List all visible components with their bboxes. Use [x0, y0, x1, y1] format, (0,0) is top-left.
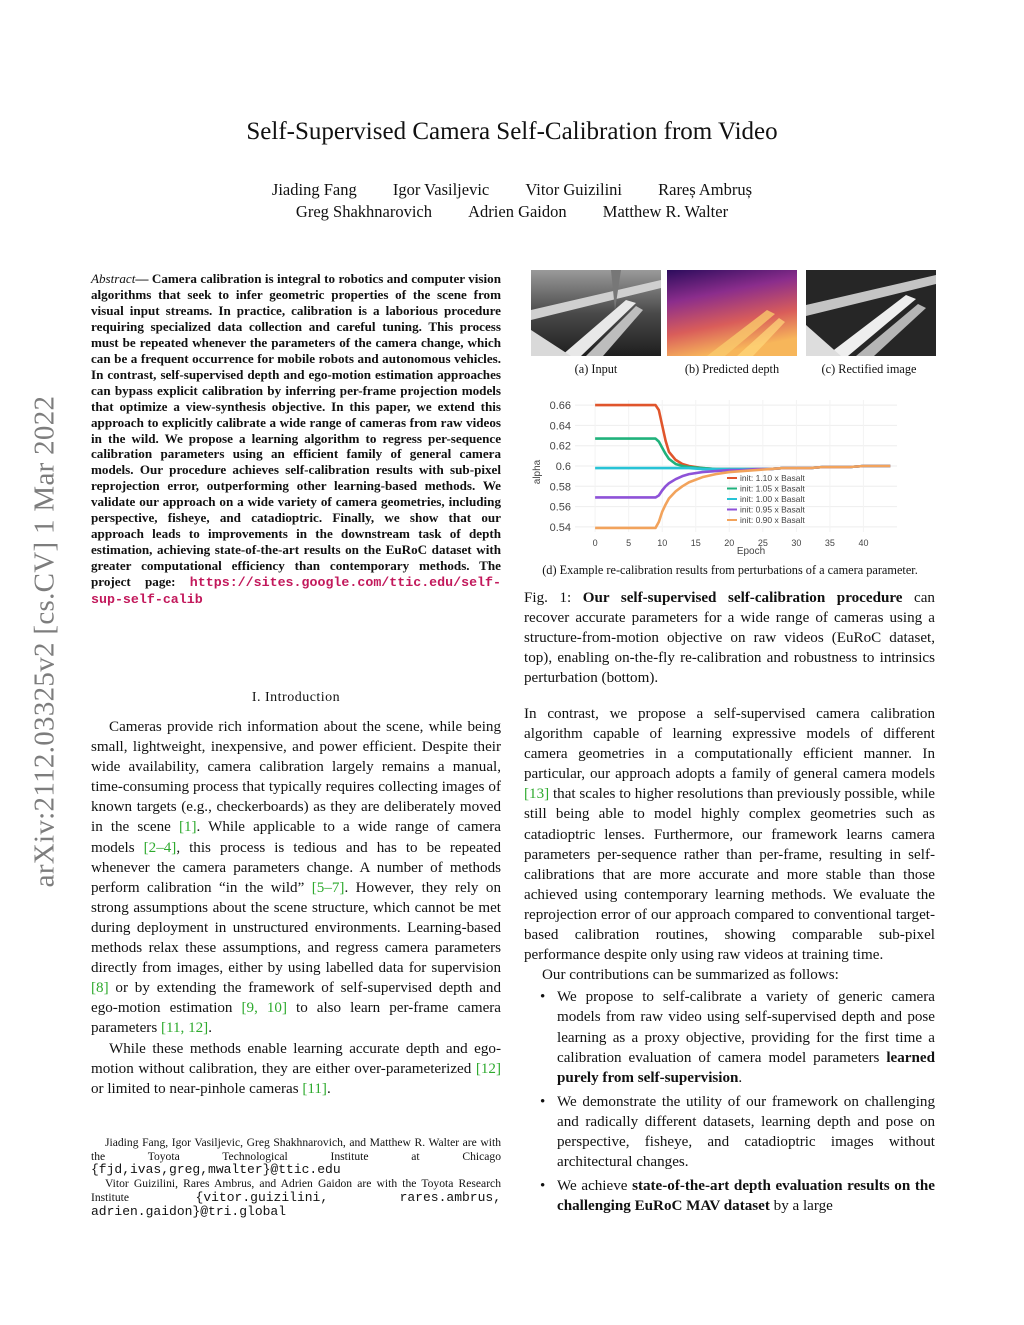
author-name: Vitor Guizilini: [525, 180, 622, 199]
introduction-body: [91, 717, 501, 1099]
x-tick-label: 0: [592, 538, 598, 548]
citation-link[interactable]: [13]: [524, 786, 550, 803]
abstract: [91, 271, 501, 608]
project-page-link[interactable]: https://sites.google.com/ttic.edu/self-sup-self-calib: [91, 575, 501, 608]
legend-label: init: 1.05 x Basalt: [740, 483, 805, 494]
author-name: Greg Shakhnarovich: [295, 202, 432, 221]
y-tick-label: 0.64: [549, 420, 571, 433]
citation-link[interactable]: [11, 12]: [160, 1020, 209, 1037]
chart-y-label: alpha: [532, 459, 543, 485]
affiliation-footnote: [91, 1136, 501, 1218]
author-row-1: [0, 180, 1024, 200]
footnote-ttic: Jiading Fang, Igor Vasiljevic, Greg Shakhnarovich, and Matthew R. Walter are with the Toyota Technological Institute at Chicago {fjd,ivas,greg,mwalter}@ttic.edu: [91, 1136, 501, 1178]
x-tick-label: 35: [824, 538, 835, 548]
legend-label: init: 0.90 x Basalt: [740, 515, 805, 525]
intro-paragraph: While these methods enable learning accurate depth and ego-motion without calibration, they are either over-parameterized [12] or limited to near-pinhole cameras [11].: [91, 1040, 501, 1097]
y-tick-label: 0.58: [549, 481, 571, 494]
legend-label: init: 0.95 x Basalt: [740, 504, 805, 515]
subcaption-chart: (d) Example re-calibration results from perturbations of a camera parameter.: [542, 563, 918, 577]
citation-link[interactable]: [9, 10]: [241, 1000, 287, 1017]
body-paragraph: In contrast, we propose a self-supervised camera calibration algorithm capable of learning expressive models of different camera geometries in a computationally efficient manner. In particular, our approach adopts a family of general camera models [13] that scales to higher resolutions than previously possible, while still being able to model highly complex geometries such as catadioptric lenses. Furthermore, our framework learns camera parameters per-sequence rather than per-frame, resulting in self-calibrations that are more accurate and more stable than those achieved using contemporary learning methods. We evaluate the reprojection error of our approach compared to conventional target-based calibration routines, showing comparable sub-pixel performance despite only using raw videos at training time.: [524, 706, 935, 964]
x-tick-label: 40: [858, 538, 869, 548]
y-tick-label: 0.66: [549, 400, 571, 413]
x-tick-label: 30: [791, 538, 802, 548]
abstract-lead: Abstract: [91, 271, 136, 286]
legend-label: init: 1.00 x Basalt: [740, 494, 805, 504]
author-name: Igor Vasiljevic: [392, 180, 490, 199]
rectified-image: [806, 270, 936, 356]
subcaption-depth: (b) Predicted depth: [684, 362, 780, 376]
email-address: {fjd,ivas,greg,mwalter}@ttic.edu: [91, 1162, 341, 1178]
chart-legend: [727, 473, 805, 525]
author-name: Adrien Gaidon: [468, 202, 567, 221]
footnote-tri: Vitor Guizilini, Rares Ambrus, and Adrien Gaidon are with the Toyota Research Institute {vitor.guizilini, rares.ambrus, adrien.gaidon}@tri.global: [91, 1177, 501, 1219]
series-line: [595, 439, 890, 469]
y-tick-label: 0.54: [549, 521, 571, 534]
figure-caption: Fig. 1: Our self-supervised self-calibration procedure can recover accurate parameters for a wide range of cameras using a structure-from-motion objective on raw videos (EuRoC dataset, top), enabling on-the-fly re-calibration and robustness to intrinsics perturbation (bottom).: [524, 590, 935, 687]
chart-x-label: Epoch: [736, 546, 766, 557]
section-heading: I. Introduction: [251, 690, 341, 705]
series-line: [595, 405, 890, 469]
right-column-body: [524, 704, 935, 1220]
author-row-2: [0, 202, 1024, 222]
legend-label: init: 1.10 x Basalt: [740, 473, 805, 483]
author-name: Matthew R. Walter: [602, 202, 729, 221]
citation-link[interactable]: [5–7]: [311, 879, 345, 896]
subcaption-rectified: (c) Rectified image: [821, 362, 917, 376]
contribution-item: • We achieve state-of-the-art depth evaluation results on the challenging EuRoC MAV dataset by a large: [557, 1176, 935, 1216]
author-name: Rareș Ambruș: [658, 180, 753, 199]
author-name: Jiading Fang: [271, 180, 357, 199]
citation-link[interactable]: [2–4]: [143, 839, 177, 856]
x-tick-label: 5: [626, 538, 632, 548]
chart-y-ticks: [550, 400, 571, 534]
input-image: [531, 270, 661, 356]
body-paragraph: Our contributions can be summarized as follows:: [542, 967, 839, 984]
citation-link[interactable]: [11]: [302, 1080, 327, 1097]
abstract-text: — Camera calibration is integral to robotics and computer vision algorithms that seek to infer geometric properties of the scene from visual input streams. In practice, calibration is a laborious procedure requiring specialized data collection and careful tuning. This process must be repeated whenever the parameters of the camera change, which can be a frequent occurrence for mobile robots and autonomous vehicles. In contrast, self-supervised depth and ego-motion estimation approaches can bypass explicit calibration by inferring per-frame projection models that optimize a view-synthesis objective. In this paper, we extend this approach to explicitly calibrate a wide range of cameras from raw videos in the wild. We propose a learning algorithm to regress per-sequence calibration parameters using an efficient family of general camera models. Our procedure achieves self-calibration results with sub-pixel reprojection error, outperforming other learning-based methods. We validate our approach on a wide variety of camera geometries, including perspective, fisheye, and catadioptric. Finally, we show that our approach leads to improvements in the downstream task of depth estimation, achieving state-of-the-art results on the EuRoC dataset with greater computational efficiency than contemporary methods. The project page:: [91, 271, 501, 590]
x-tick-label: 10: [657, 538, 668, 548]
subcaption-input: (a) Input: [574, 362, 618, 376]
citation-link[interactable]: [1]: [178, 819, 197, 836]
recalibration-chart: [525, 392, 935, 560]
x-tick-label: 20: [724, 538, 735, 548]
chart-x-ticks: [593, 538, 869, 548]
citation-link[interactable]: [8]: [91, 980, 109, 997]
paper-title: Self-Supervised Camera Self-Calibration from Video: [246, 118, 778, 145]
predicted-depth-image: [667, 270, 797, 356]
contributions-list: [524, 987, 935, 1216]
x-tick-label: 25: [757, 538, 768, 548]
intro-paragraph: Cameras provide rich information about the scene, while being small, lightweight, inexpensive, and power efficient. Despite their wide availability, camera calibration largely remains a manual, time-consuming process that typically requires collecting images of known targets (e.g., checkerboards) as they are deliberately moved in the scene [1]. While applicable to a wide range of camera models [2–4], this process is tedious and has to be repeated whenever the camera parameters change. A number of methods perform calibration “in the wild” [5–7]. However, they rely on strong assumptions about the scene structure, which cannot be met during deployment in unstructured environments. Learning-based methods relax these assumptions, and regress camera parameters directly from images, either by using labelled data for supervision [8] or by extending the framework of self-supervised depth and ego-motion estimation [9, 10] to also learn per-frame camera parameters [11, 12].: [91, 719, 502, 1037]
arxiv-identifier: arXiv:2112.03325v2 [cs.CV] 1 Mar 2022: [28, 395, 61, 888]
y-tick-label: 0.62: [549, 440, 571, 453]
y-tick-label: 0.6: [555, 461, 571, 473]
contribution-item: • We propose to self-calibrate a variety of generic camera models from raw video using self-supervised depth and pose learning as a proxy objective, providing for the first time a calibration evaluation of camera model parameters learned purely from self-supervision.: [557, 987, 935, 1087]
email-address: {vitor.guizilini, rares.ambrus, adrien.gaidon}@tri.global: [91, 1189, 501, 1219]
y-tick-label: 0.56: [549, 501, 571, 514]
x-tick-label: 15: [690, 538, 701, 548]
citation-link[interactable]: [12]: [475, 1060, 501, 1077]
contribution-item: • We demonstrate the utility of our framework on challenging and radically different datasets, learning depth and pose on perspective, fisheye, and catadioptric images without architectural changes.: [557, 1092, 935, 1172]
